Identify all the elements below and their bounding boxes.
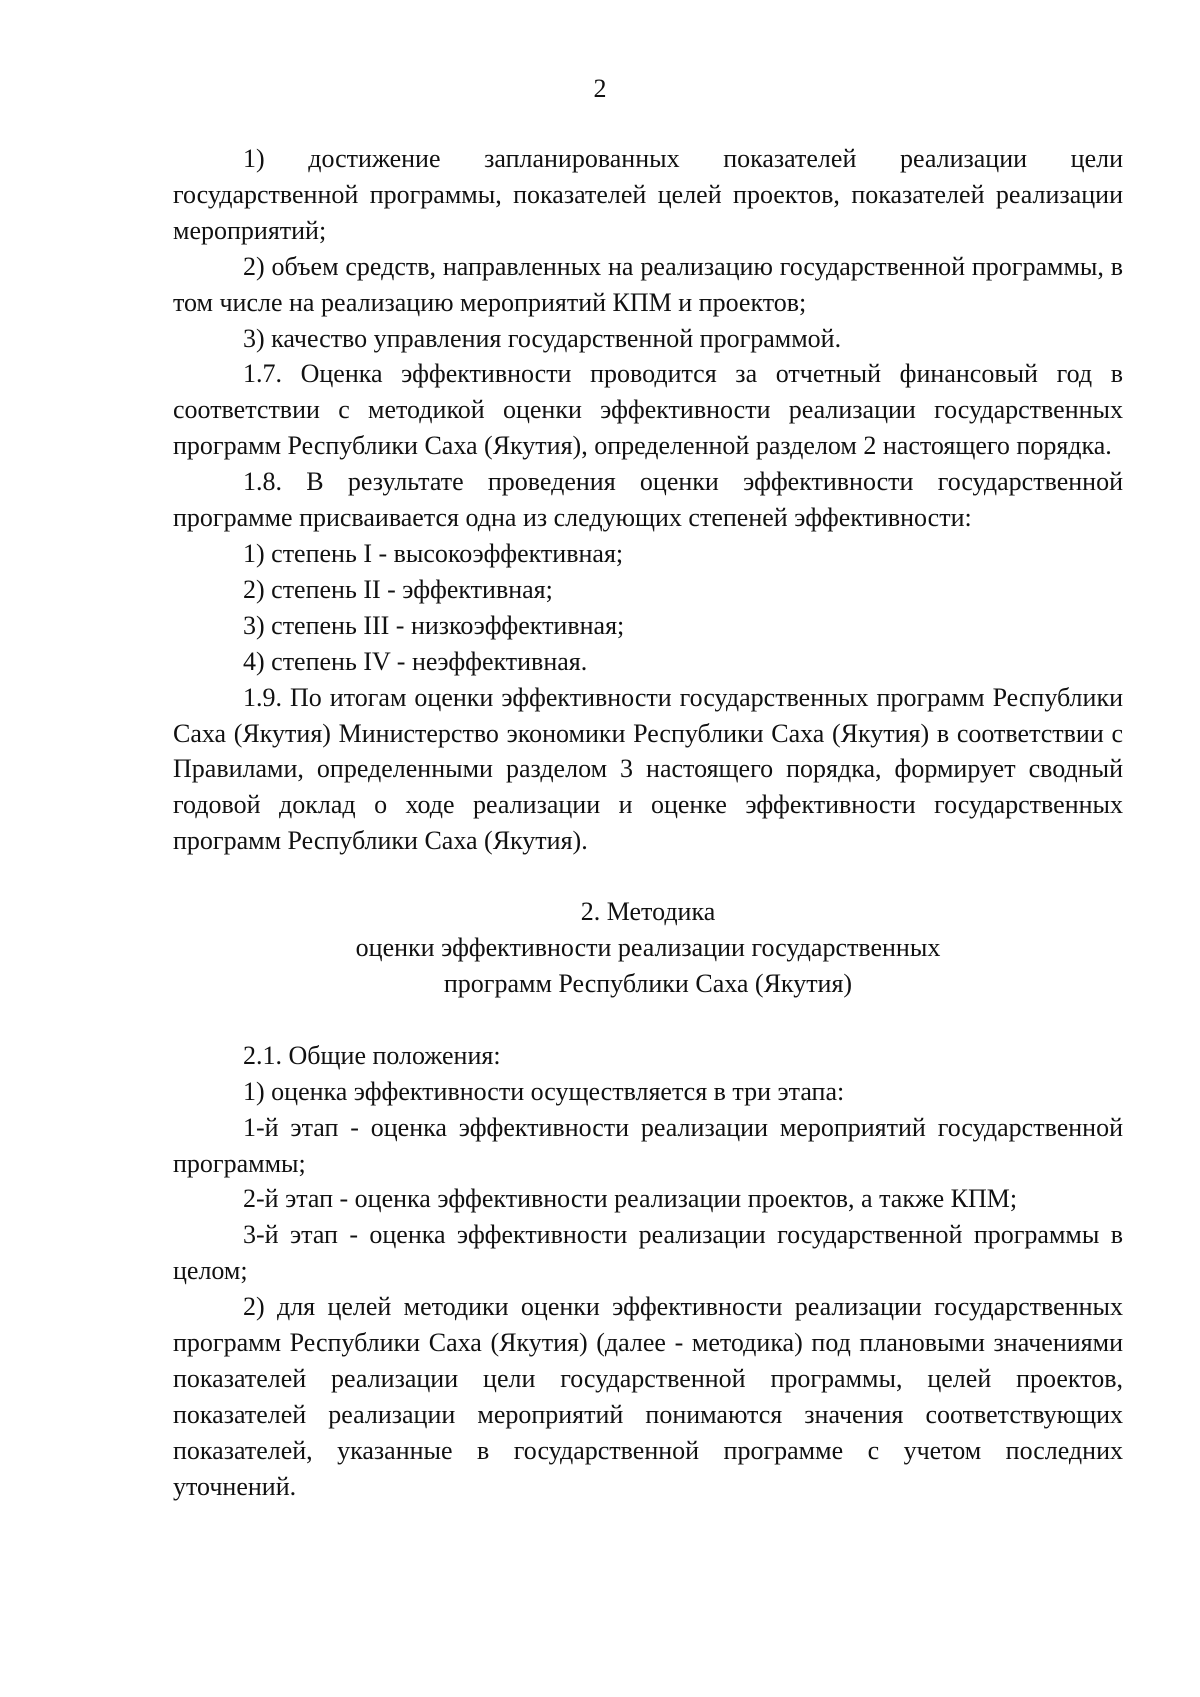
spacer — [173, 859, 1123, 894]
paragraph-item-3: 3) качество управления государственной программой. — [243, 323, 842, 353]
stage-1: 1-й этап - оценка эффективности реализации мероприятий государственной программы; — [173, 1112, 1123, 1178]
section-heading-subtitle-1: оценки эффективности реализации государственных — [355, 933, 941, 963]
paragraph-item-2: 2) объем средств, направленных на реализацию государственной программы, в том числе на реализацию мероприятий КПМ и проектов; — [173, 251, 1123, 317]
planned-values-definition: 2) для целей методики оценки эффективности реализации государственных программ Республики Саха (Якутия) (далее - методика) под плановыми значениями показателей реализации цели государственной программы, целей проектов, показателей реализации мероприятий понимаются значения соответствующих показателей, указанные в государственной программе с учетом последних уточнений. — [173, 1292, 1123, 1501]
stages-intro: 1) оценка эффективности осуществляется в три этапа: — [243, 1076, 845, 1106]
section-heading-title: 2. Методика — [580, 897, 716, 927]
page-number: 2 — [593, 74, 607, 103]
paragraph-1-9: 1.9. По итогам оценки эффективности государственных программ Республики Саха (Якутия) Министерство экономики Республики Саха (Якутия) в соответствии с Правилами, определенными разделом 3 настоящего порядка, формирует сводный годовой доклад о ходе реализации и оценке эффективности государственных программ Республики Саха (Якутия). — [173, 682, 1123, 856]
section-heading-subtitle-2: программ Республики Саха (Якутия) — [443, 968, 853, 998]
paragraph-2-1: 2.1. Общие положения: — [243, 1040, 501, 1070]
degree-item-2: 2) степень II - эффективная; — [243, 574, 553, 604]
stage-3: 3-й этап - оценка эффективности реализации государственной программы в целом; — [173, 1220, 1123, 1286]
paragraph-1-7: 1.7. Оценка эффективности проводится за отчетный финансовый год в соответствии с методикой оценки эффективности реализации государственных программ Республики Саха (Якутия), определенной разделом 2 настоящего порядка. — [173, 359, 1123, 461]
document-body — [173, 141, 1123, 1505]
degree-item-3: 3) степень III - низкоэффективная; — [243, 610, 625, 640]
degree-item-4: 4) степень IV - неэффективная. — [243, 646, 588, 676]
degree-item-1: 1) степень I - высокоэффективная; — [243, 538, 624, 568]
stage-2: 2-й этап - оценка эффективности реализации проектов, а также КПМ; — [243, 1184, 1018, 1214]
paragraph-1-8: 1.8. В результате проведения оценки эффективности государственной программе присваивается одна из следующих степеней эффективности: — [173, 467, 1123, 533]
paragraph-item-1: 1) достижение запланированных показателей реализации цели государственной программы, показателей целей проектов, показателей реализации мероприятий; — [173, 144, 1123, 245]
spacer — [173, 1002, 1123, 1038]
